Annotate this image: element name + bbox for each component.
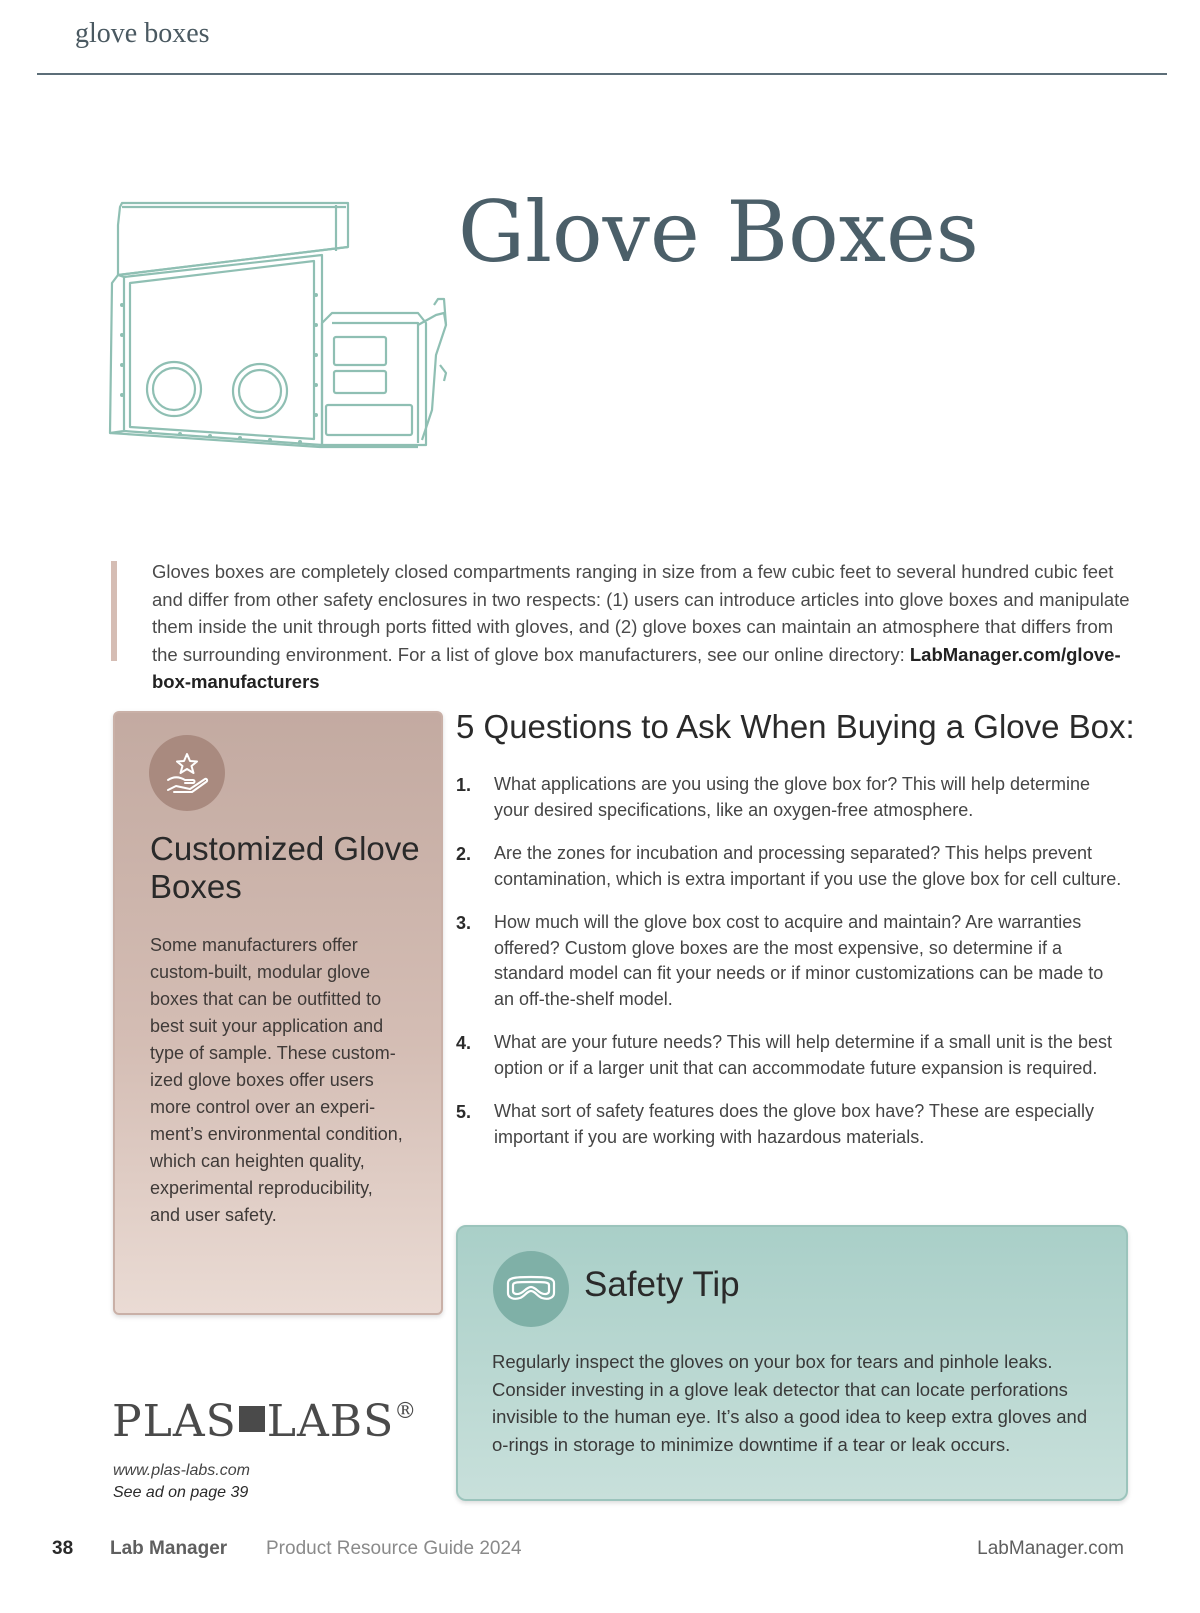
logo-text-right: LABS (266, 1396, 395, 1447)
questions-heading: 5 Questions to Ask When Buying a Glove Box: (456, 708, 1135, 745)
question-item (456, 910, 1126, 1012)
question-text: What sort of safety features does the glove box have? These are especially important if you are working with hazardous materials. (494, 1101, 1095, 1147)
question-item (456, 841, 1126, 892)
glove-box-illustration (100, 195, 480, 470)
intro-paragraph (152, 558, 1142, 696)
question-number: 5. (456, 1102, 472, 1122)
footer-brand: Lab Manager (110, 1538, 228, 1559)
intro-text: Gloves boxes are completely closed compartments ranging in size from a few cubic feet to several hundred cubic feet and differ from other safety enclosures in two respects: (1) users can introduce articles into glove boxes and manipulate them inside the unit through ports fitted with gloves, and (2) glove boxes can maintain an atmosphere that differs from the surrounding environment. For a list of glove box manufacturers, see our online directory: (152, 561, 1130, 665)
safety-tip-body: Regularly inspect the gloves on your box for tears and pinhole leaks. Consider investing in a glove leak detector that can locate perforations invisible to the human eye. It’s also a good idea to keep extra gloves and o-rings in storage to minimize downtime if a tear or leak occurs. (492, 1351, 1088, 1455)
footer-guide-title: Product Resource Guide 2024 (266, 1538, 522, 1559)
custom-card-body: Some manufacturers offer custom-built, modular glove boxes that can be outfitted to best suit your application and type of sample. These customized glove boxes offer users more control over an experiment’s environmental condition, which can heighten quality, experimental reproducibility, and user safety. (150, 935, 403, 1225)
plas-labs-logo (112, 1396, 418, 1447)
registered-mark: ® (394, 1399, 418, 1424)
question-item (456, 1030, 1126, 1081)
sponsor-url-link[interactable]: www.plas-labs.com (113, 1462, 250, 1479)
question-text: Are the zones for incubation and processing separated? This helps prevent contamination, which is extra important if you use the glove box for cell culture. (494, 843, 1122, 889)
footer-site-link[interactable]: LabManager.com (977, 1538, 1124, 1559)
section-label: glove boxes (75, 18, 210, 49)
question-number: 1. (456, 775, 472, 795)
goggles-icon (493, 1251, 569, 1327)
page-title: Glove Boxes (458, 183, 979, 281)
page-number: 38 (52, 1538, 74, 1559)
question-item (456, 772, 1126, 823)
question-number: 4. (456, 1033, 472, 1053)
safety-tip-title: Safety Tip (584, 1265, 740, 1304)
question-number: 3. (456, 913, 472, 933)
question-text: What applications are you using the glove box for? This will help determine your desired specifications, like an oxygen-free atmosphere. (494, 774, 1090, 820)
custom-card-title: Customized Glove Boxes (150, 830, 420, 905)
intro-accent-bar (111, 561, 117, 661)
question-number: 2. (456, 844, 472, 864)
logo-text-left: PLAS (112, 1396, 237, 1447)
manufacturers-directory-link[interactable]: LabManager.com/glove-box-manufacturers (152, 643, 1121, 692)
header-divider (37, 73, 1167, 75)
hand-star-icon (149, 735, 225, 811)
question-item (456, 1099, 1126, 1150)
question-text: What are your future needs? This will help determine if a small unit is the best option or if a larger unit that can accommodate future expansion is required. (494, 1032, 1112, 1078)
questions-list (456, 772, 1126, 1168)
logo-square-mark (239, 1406, 265, 1432)
question-text: How much will the glove box cost to acquire and maintain? Are warranties offered? Custom glove boxes are the most expensive, so determine if a standard model can fit your needs or if minor customizations can be made to an off-the-shelf model. (494, 912, 1104, 1009)
sponsor-ad-note: See ad on page 39 (113, 1484, 249, 1501)
